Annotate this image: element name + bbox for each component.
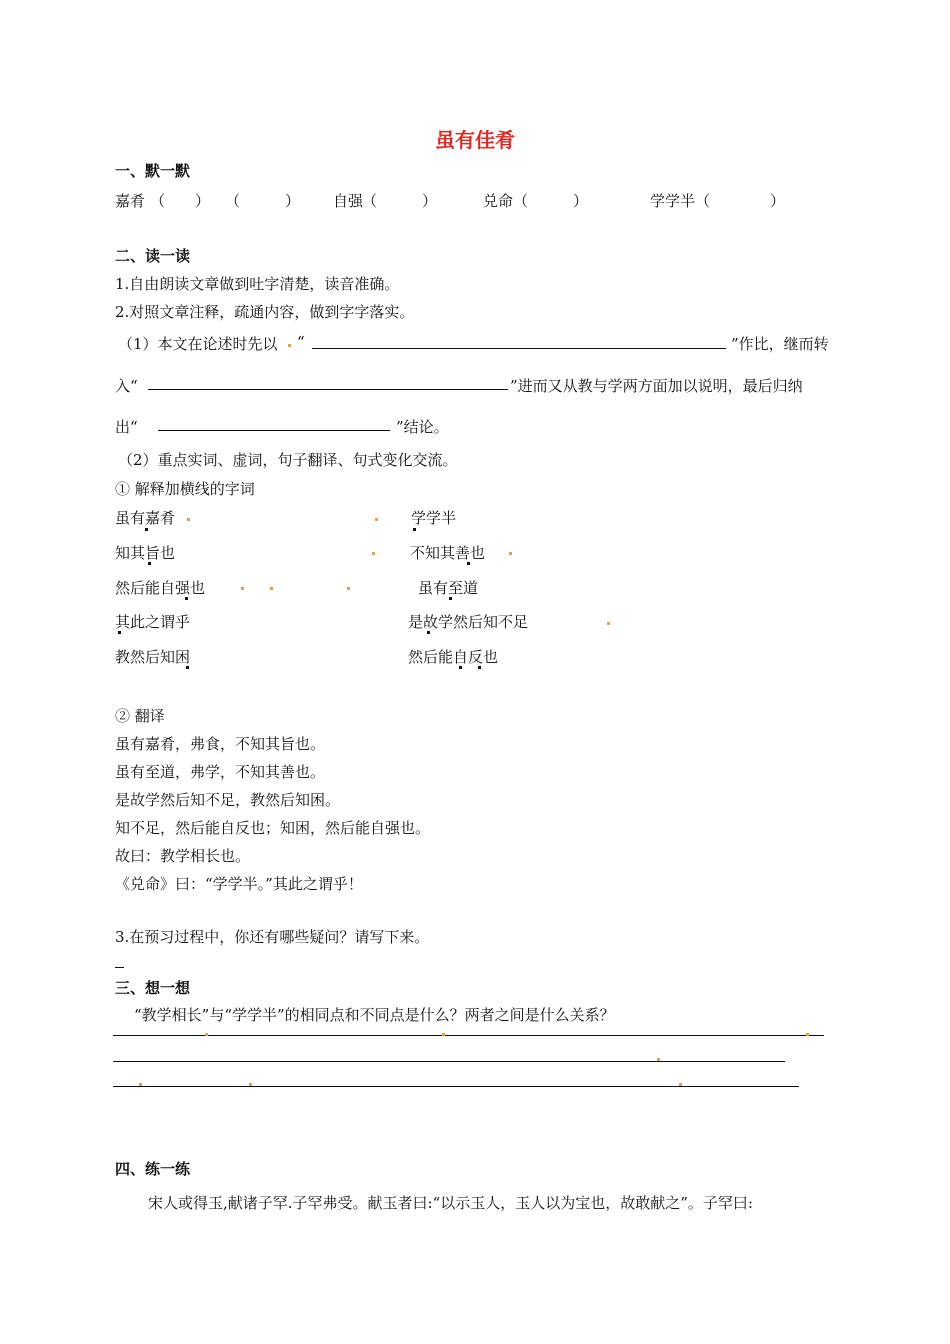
vocab-blank: （ ） [225,192,301,210]
word-item: 然后能自反也 [408,648,499,666]
translate-line: 《兑命》曰：“学学半。”其此之谓乎！ [115,875,363,893]
scan-mark [679,1083,682,1086]
scan-mark [509,552,512,555]
practice-passage: 宋人或得玉,献诸子罕.子罕弗受。献玉者曰:“以示玉人，玉人以为宝也，故敢献之”。子罕曰: [148,1194,753,1212]
think-question: “教学相长”与“学学半”的相同点和不同点是什么？两者之间是什么关系？ [134,1006,615,1024]
question-1-intro: （1）本文在论述时先以 [118,335,278,353]
vocab-word: 学学半 [650,192,696,210]
emphasis-dot [186,666,189,669]
quote-open: “ [297,333,305,351]
answer-line[interactable] [115,967,124,968]
instruction-3: 3.在预习过程中，你还有哪些疑问？请写下来。 [115,928,430,946]
vocab-word: 自强 [333,192,364,210]
scan-mark [806,1033,809,1036]
word-item: 虽有至道 [418,579,479,597]
vocab-blank: （ ） [513,192,589,210]
answer-line[interactable] [158,430,390,431]
vocab-word: 嘉肴 [115,192,146,210]
question-2: （2）重点实词、虚词，句子翻译、句式变化交流。 [118,451,458,469]
question-1-end: ”结论。 [396,418,449,436]
scan-mark [249,1083,252,1086]
answer-line[interactable] [148,389,508,390]
scan-mark [288,344,291,347]
emphasis-dot [413,528,416,531]
scan-mark [657,1058,660,1061]
answer-line[interactable] [113,1061,785,1062]
translate-line: 虽有嘉肴，弗食，不知其旨也。 [115,735,326,753]
emphasis-dot [449,597,452,600]
word-item: 虽有嘉肴 [115,509,176,527]
emphasis-dot [459,666,462,669]
word-item: 其此之谓乎 [115,613,191,631]
question-1-line2: 入“ [115,377,138,395]
scan-mark [372,552,375,555]
document-title: 虽有佳肴 [435,128,515,152]
emphasis-dot [118,631,121,634]
word-item: 然后能自强也 [115,579,206,597]
section-heading-1: 一、默一默 [115,162,191,180]
instruction-2: 2.对照文章注释，疏通内容，做到字字落实。 [115,303,415,321]
translate-line: 故曰：教学相长也。 [115,847,251,865]
vocab-item-1 [115,190,145,211]
emphasis-dot [467,562,470,565]
vocab-blank: （ ） [150,192,211,210]
vocab-blank: （ ） [695,192,786,210]
translate-line: 知不足，然后能自反也；知困，然后能自强也。 [115,819,431,837]
scan-mark [347,587,350,590]
section-heading-4: 四、练一练 [115,1160,191,1178]
translate-line: 虽有至道，弗学，不知其善也。 [115,763,326,781]
emphasis-dot [478,666,481,669]
translate-line: 是故学然后知不足，教然后知困。 [115,791,341,809]
word-item: 知其旨也 [115,544,176,562]
scan-mark [442,1033,445,1036]
emphasis-dot [427,631,430,634]
vocab-blank: （ ） [362,192,438,210]
vocab-word: 兑命 [483,192,514,210]
emphasis-dot [148,562,151,565]
answer-line[interactable] [312,348,726,349]
emphasis-dot [145,528,148,531]
word-item: 不知其善也 [410,544,486,562]
instruction-1: 1.自由朗读文章做到吐字清楚，读音准确。 [115,275,400,293]
word-item: 是故学然后知不足 [408,613,529,631]
scan-mark [187,518,190,521]
question-1-cont: ”作比，继而转 [731,335,829,353]
word-item: 教然后知困 [115,648,191,666]
scan-mark [607,622,610,625]
section-heading-2: 二、读一读 [115,247,191,265]
scan-mark [375,518,378,521]
word-item: 学学半 [411,509,457,527]
subtask-2: ② 翻译 [115,707,165,725]
scan-mark [241,587,244,590]
scan-mark [270,587,273,590]
subtask-1: ① 解释加横线的字词 [115,480,255,498]
question-1-line3: 出“ [115,418,138,436]
section-heading-3: 三、想一想 [115,979,191,997]
scan-mark [205,1033,208,1036]
emphasis-dot [185,597,188,600]
answer-line[interactable] [113,1035,824,1036]
answer-line[interactable] [113,1086,799,1087]
question-1-cont2: ”进而又从教与学两方面加以说明，最后归纳 [510,377,803,395]
scan-mark [139,1083,142,1086]
